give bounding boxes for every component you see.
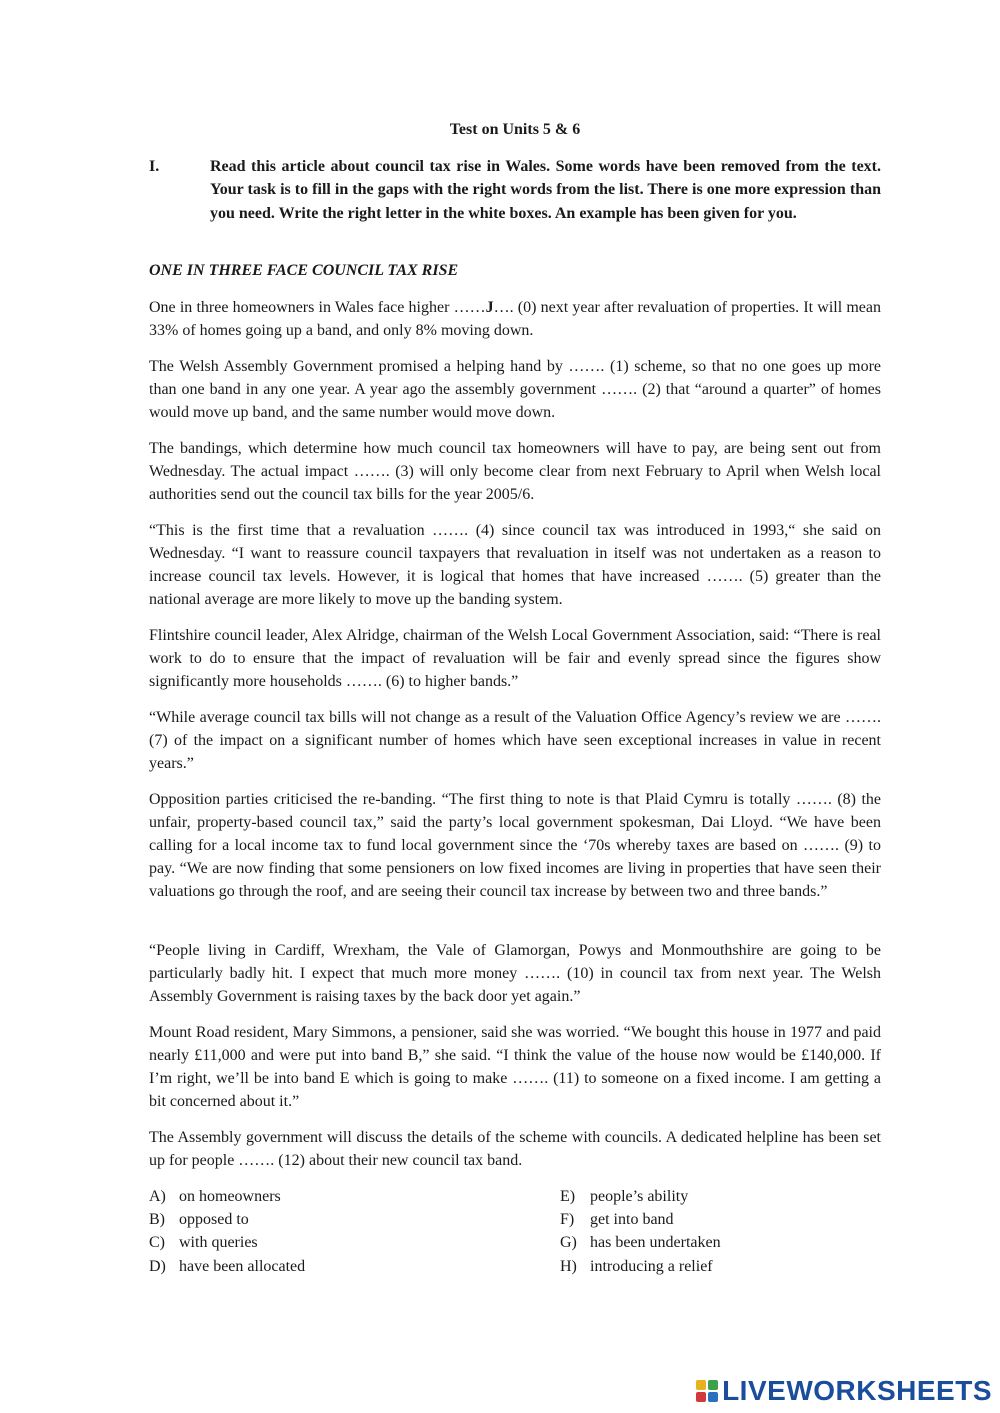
article-paragraph-8: “People living in Cardiff, Wrexham, the Vale of Glamorgan, Powys and Monmouthshire are going to be particularly badly hit. I expect that much more money ……. (10) in council tax from next year. The Welsh Assembly Government is raising taxes by the back door yet again.” bbox=[149, 942, 881, 1006]
instruction-number: I. bbox=[149, 158, 160, 175]
option-item: B) opposed to bbox=[149, 1211, 249, 1229]
article-paragraph-6: “While average council tax bills will not change as a result of the Valuation Office Agency’s review we are ……. (7) of the impact on a significant number of homes which have seen exceptional increases in value in recent years.” bbox=[149, 709, 881, 773]
instruction-text: Read this article about council tax rise in Wales. Some words have been removed from the text. Your task is to fill in the gaps with the right words from the list. There is one more expression than you need. Write the right letter in the white boxes. An example has been given for you. bbox=[210, 158, 881, 222]
option-item: C) with queries bbox=[149, 1234, 258, 1252]
paragraph-1-before: One in three homeowners in Wales face higher …… bbox=[149, 299, 486, 316]
options-column-right bbox=[560, 1185, 721, 1278]
example-answer: J bbox=[485, 299, 494, 316]
option-item: E) people’s ability bbox=[560, 1188, 689, 1205]
article-headline: ONE IN THREE FACE COUNCIL TAX RISE bbox=[149, 262, 459, 279]
logo-grid-icon bbox=[696, 1380, 718, 1402]
article-paragraph-10: The Assembly government will discuss the details of the scheme with councils. A dedicated helpline has been set up for people ……. (12) about their new council tax band. bbox=[149, 1129, 881, 1170]
article-paragraph-1 bbox=[149, 296, 881, 342]
article-paragraph-7: Opposition parties criticised the re-banding. “The first thing to note is that Plaid Cymru is totally ……. (8) the unfair, property-based council tax,” said the party’s local government spokesman, Dai Lloyd. “We have been calling for a local income tax to fund local government since the ‘70s whereby taxes are based on ……. (9) to pay. “We are now finding that some pensioners on low fixed incomes are living in properties that have seen their valuations go through the roof, and are seeing their council tax increase by between two and three bands.” bbox=[149, 791, 881, 901]
option-item: G) has been undertaken bbox=[560, 1234, 721, 1252]
article-paragraph-9: Mount Road resident, Mary Simmons, a pensioner, said she was worried. “We bought this house in 1977 and paid nearly £11,000 and were put into band B,” she said. “I think the value of the house now would be £140,000. If I’m right, we’ll be into band E which is going to make ……. (11) to someone on a fixed income. I am getting a bit concerned about it.” bbox=[149, 1024, 881, 1111]
options-column-left bbox=[149, 1185, 305, 1278]
option-item: H) introducing a relief bbox=[560, 1257, 713, 1275]
page-title: Test on Units 5 & 6 bbox=[449, 121, 581, 138]
paragraph-1-after: …. (0) next year after revaluation of properties. It will mean 33% of homes going up a band, and only 8% moving down. bbox=[149, 299, 881, 340]
article-paragraph-3: The bandings, which determine how much council tax homeowners will have to pay, are being sent out from Wednesday. The actual impact ……. (3) will only become clear from next February to April when Welsh local authorities send out the council tax bills for the year 2005/6. bbox=[149, 440, 881, 504]
article-paragraph-5: Flintshire council leader, Alex Alridge, chairman of the Welsh Local Government Association, said: “There is real work to do to ensure that the impact of revaluation will be fair and evenly spread since the figures show significantly more households ……. (6) to higher bands.” bbox=[149, 627, 881, 691]
option-item: D) have been allocated bbox=[149, 1257, 306, 1275]
liveworksheets-logo bbox=[696, 1375, 992, 1407]
article-paragraph-2: The Welsh Assembly Government promised a helping hand by ……. (1) scheme, so that no one goes up more than one band in any one year. A year ago the assembly government ……. (2) that “around a quarter” of homes would move up band, and the same number would move down. bbox=[149, 358, 881, 422]
option-item: F) get into band bbox=[560, 1211, 674, 1229]
article-paragraph-4: “This is the first time that a revaluation ……. (4) since council tax was introduced in 1993,“ she said on Wednesday. “I want to reassure council taxpayers that revaluation in itself was not undertaken as a reason to increase council tax levels. However, it is logical that homes that have increased ……. (5) greater than the national average are more likely to move up the banding system. bbox=[149, 522, 881, 609]
instruction-block bbox=[149, 155, 881, 225]
logo-text: LIVEWORKSHEETS bbox=[722, 1375, 992, 1406]
option-item: A) on homeowners bbox=[149, 1188, 281, 1205]
